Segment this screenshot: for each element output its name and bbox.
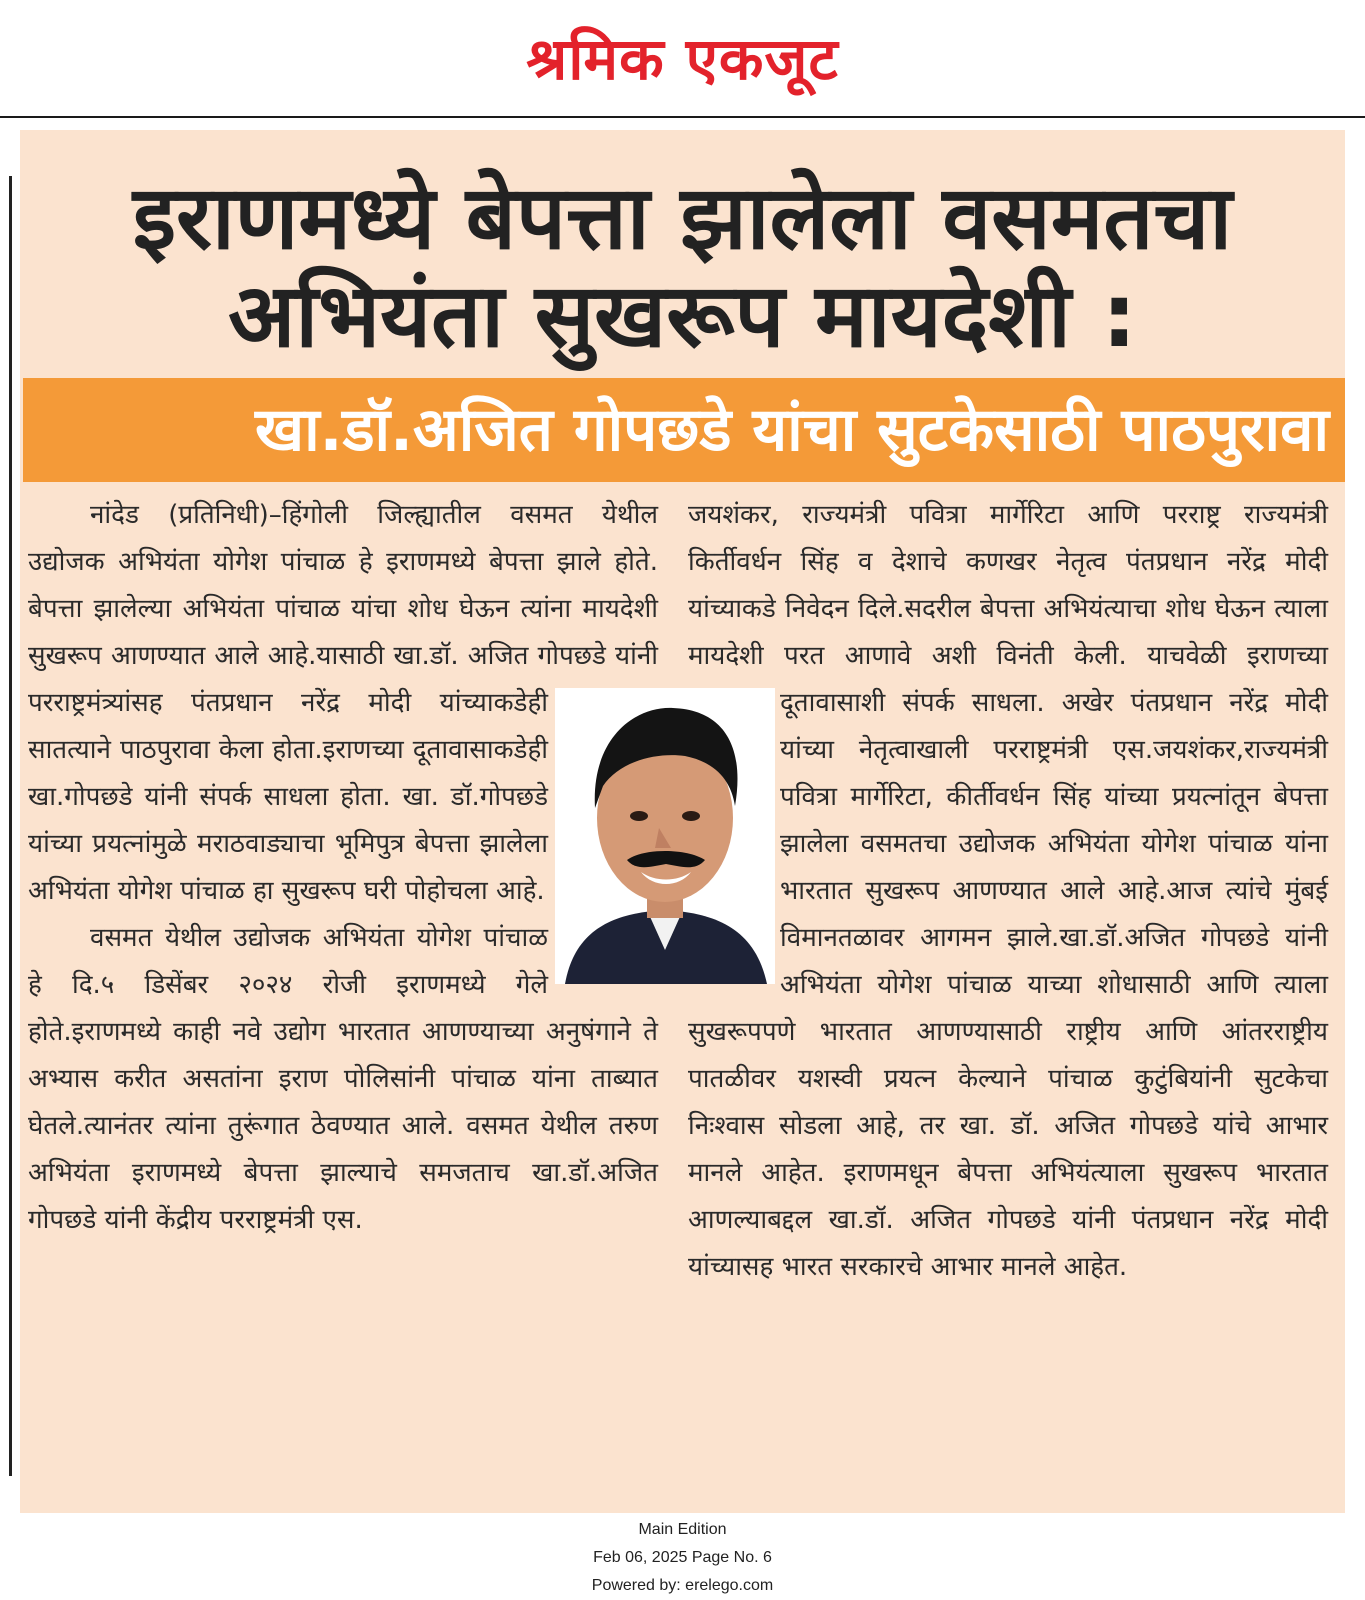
subheadline-banner bbox=[23, 378, 1345, 482]
footer-edition: Main Edition bbox=[638, 1521, 727, 1538]
portrait-photo bbox=[555, 688, 775, 984]
article-column-right bbox=[688, 492, 1328, 1291]
paragraph-text: नांदेड (प्रतिनिधी)–हिंगोली जिल्ह्यातील वसमत येथील उद्योजक अभियंता योगेश पांचाळ हे इराणमध्ये बेपत्ता झाले होते. बेपत्ता झालेल्या अभियंता पांचाळ यांचा शोध घेऊन त्यांना मायदेशी सुखरूप आणण्यात आले आहे.यासाठी खा.डॉ. अजित गोपछडे यांनी परराष्ट्रमंत्र्यांसह पंतप्रधान नरेंद्र मोदी यांच्याकडेही सातत्याने पाठपुरावा केला होता.इराणच्या दूतावासाकडेही खा.गोपछडे यांनी संपर्क साधला होता. खा. डॉ.गोपछडे यांच्या प्रयत्नांमुळे मराठवाड्याचा भूमिपुत्र बेपत्ता झालेला अभियंता योगेश पांचाळ हा सुखरूप घरी पोहोचला आहे. bbox=[28, 500, 658, 906]
masthead-rule bbox=[0, 116, 1365, 118]
masthead: श्रमिक एकजूट bbox=[526, 25, 839, 93]
article-paragraph bbox=[688, 492, 1328, 1291]
left-border-bar bbox=[9, 176, 12, 1476]
footer-date-page: Feb 06, 2025 Page No. 6 bbox=[593, 1549, 772, 1566]
subheadline: खा.डॉ.अजित गोपछडे यांचा सुटकेसाठी पाठपुरावा bbox=[255, 395, 1329, 465]
footer bbox=[0, 1516, 1365, 1600]
portrait-illustration bbox=[555, 688, 775, 984]
headline-line-2: अभियंता सुखरूप मायदेशी : bbox=[228, 264, 1137, 367]
news-clipping bbox=[20, 130, 1345, 1513]
article-paragraph: वसमत येथील उद्योजक अभियंता योगेश पांचाळ हे दि.५ डिसेंबर २०२४ रोजी इराणमध्ये गेले होते.इराणमध्ये काही नवे उद्योग भारतात आणण्याच्या अनुषंगाने ते अभ्यास करीत असतांना इराण पोलिसांनी पांचाळ यांना ताब्यात घेतले.त्यानंतर त्यांना तुरूंगात ठेवण्यात आले. वसमत येथील तरुण अभियंता इराणमध्ये बेपत्ता झाल्याचे समजताच खा.डॉ.अजित गोपछडे यांनी केंद्रीय परराष्ट्रमंत्री एस. bbox=[28, 923, 658, 1235]
paragraph-text: जयशंकर, राज्यमंत्री पवित्रा मार्गेरिटा आणि परराष्ट्र राज्यमंत्री किर्तीवर्धन सिंह व देशाचे कणखर नेतृत्व पंतप्रधान नरेंद्र मोदी यांच्याकडे निवेदन दिले.सदरील बेपत्ता अभियंत्याचा शोध घेऊन त्याला मायदेशी परत आणावे अशी विनंती केली. याचवेळी इराणच्या दूतावासाशी संपर्क साधला. अखेर पंतप्रधान नरेंद्र मोदी यांच्या नेतृत्वाखाली परराष्ट्रमंत्री एस.जयशंकर,राज्यमंत्री पवित्रा मार्गेरिटा, कीर्तीवर्धन सिंह यांच्या प्रयत्नांतून बेपत्ता झालेला वसमतचा उद्योजक अभियंता योगेश पांचाळ यांना भारतात सुखरूप आणण्यात आले आहे.आज त्यांचे मुंबई विमानतळावर आगमन झाले.खा.डॉ.अजित गोपछडे यांनी अभियंता योगेश पांचाळ याच्या शोधासाठी आणि त्याला सुखरूपपणे भारतात आणण्यासाठी राष्ट्रीय आणि आंतरराष्ट्रीय पातळीवर यशस्वी प्रयत्न केल्याने पांचाळ कुटुंबियांनी सुटकेचा निःश्वास सोडला आहे, तर खा. डॉ. अजित गोपछडे यांचे आभार मानले आहेत. इराणमधून बेपत्ता अभियंत्याला सुखरूप भारतात आणल्याबद्दल खा.डॉ. अजित गोपछडे यांनी पंतप्रधान नरेंद्र मोदी यांच्यासह भारत सरकारचे आभार मानले आहेत. bbox=[688, 500, 1328, 1282]
headline-line-1: इराणमध्ये बेपत्ता झालेला वसमतचा bbox=[132, 166, 1233, 269]
footer-powered-by: Powered by: erelego.com bbox=[591, 1577, 774, 1594]
